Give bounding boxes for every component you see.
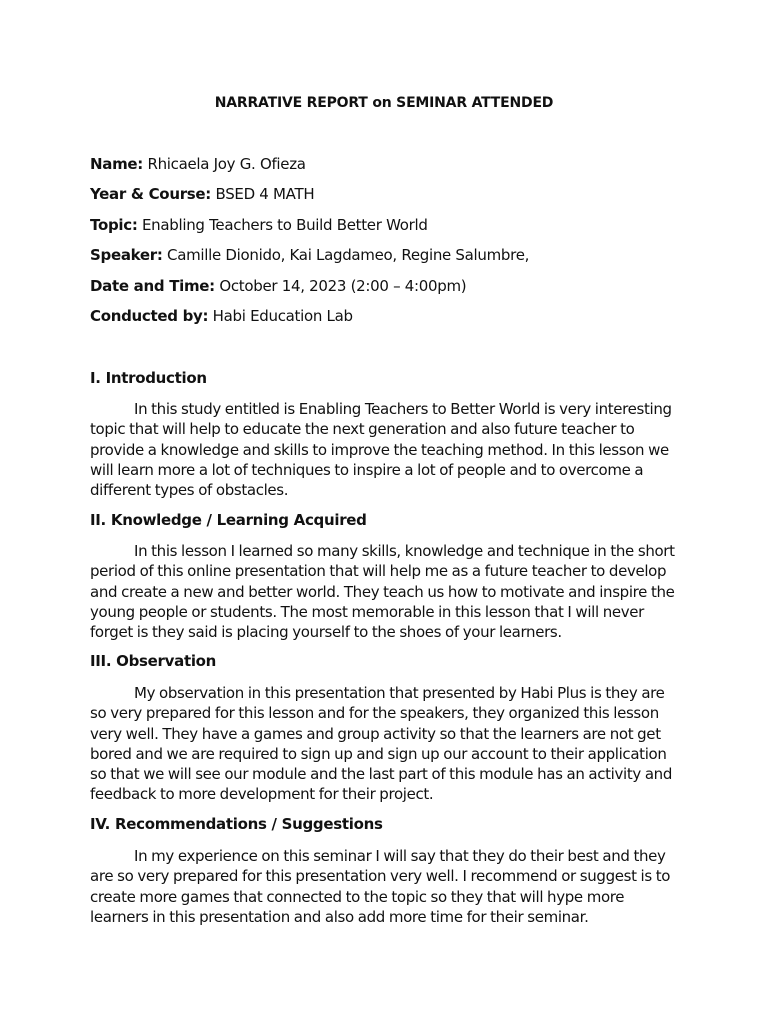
- name-value: Rhicaela Joy G. Ofieza: [142, 155, 306, 173]
- info-course: [90, 185, 710, 203]
- info-conducted-by: [90, 307, 710, 325]
- topic-label: Topic:: [90, 216, 138, 234]
- section-body-knowledge: In this lesson I learned so many skills, knowledge and technique in the short period of this online presentation that will help me as a future teacher to develop and create a new and better world. They teach us how to motivate and inspire the young people or students. The most memorable in this lesson that I will never forget is they said is placing yourself to the shoes of your learners.: [90, 542, 675, 642]
- course-label: Year & Course:: [90, 185, 211, 203]
- topic-value: Enabling Teachers to Build Better World: [137, 216, 428, 234]
- conducted-value: Habi Education Lab: [208, 307, 353, 325]
- section-heading-introduction: I. Introduction: [90, 369, 207, 387]
- section-body-observation: My observation in this presentation that presented by Habi Plus is they are so very prepared for this lesson and for the speakers, they organized this lesson very well. They have a games and group activity so that the learners are not get bored and we are required to sign up and sign up our account to their application so that we will see our module and the last part of this module has an activity and feedback to more development for their project.: [90, 684, 672, 804]
- name-label: Name:: [90, 155, 143, 173]
- info-date-time: [90, 277, 710, 295]
- date-label: Date and Time:: [90, 277, 215, 295]
- section-body-recommendations: In my experience on this seminar I will say that they do their best and they are so very prepared for this presentation very well. I recommend or suggest is to create more games that connected to the topic so they that will hype more learners in this presentation and also add more time for their seminar.: [90, 847, 671, 926]
- date-value: October 14, 2023 (2:00 – 4:00pm): [214, 277, 467, 295]
- info-speaker: [90, 246, 710, 264]
- info-name: [90, 155, 710, 173]
- section-body-introduction: In this study entitled is Enabling Teachers to Better World is very interesting topic that will help to educate the next generation and also future teacher to provide a knowledge and skills to improve the teaching method. In this lesson we will learn more a lot of techniques to inspire a lot of people and to overcome a different types of obstacles.: [90, 400, 672, 500]
- section-heading-recommendations: IV. Recommendations / Suggestions: [90, 815, 383, 833]
- course-value: BSED 4 MATH: [211, 185, 315, 203]
- conducted-label: Conducted by:: [90, 307, 209, 325]
- speaker-value: Camille Dionido, Kai Lagdameo, Regine Salumbre,: [162, 246, 530, 264]
- section-heading-observation: III. Observation: [90, 652, 217, 670]
- speaker-label: Speaker:: [90, 246, 163, 264]
- report-title: NARRATIVE REPORT on SEMINAR ATTENDED: [214, 95, 554, 111]
- info-topic: [90, 216, 710, 234]
- section-heading-knowledge: II. Knowledge / Learning Acquired: [90, 511, 367, 529]
